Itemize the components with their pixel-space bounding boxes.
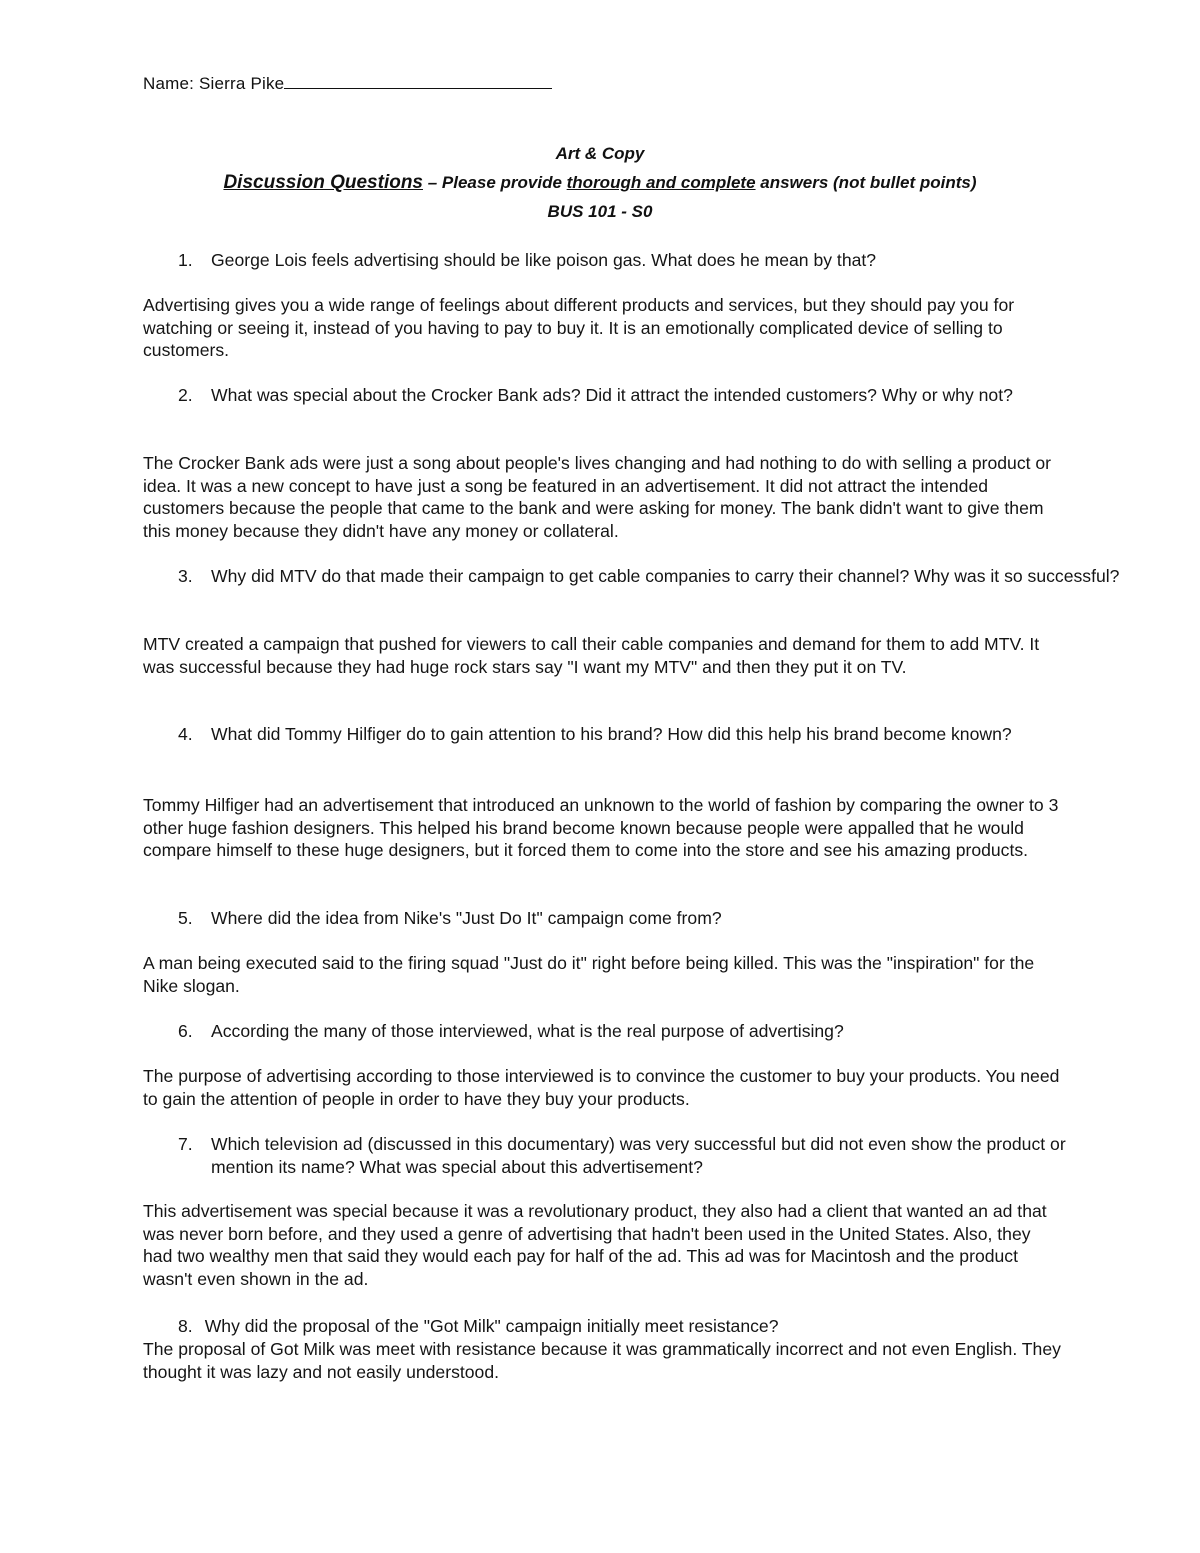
- question-text: George Lois feels advertising should be like poison gas. What does he mean by that?: [211, 250, 877, 270]
- question-text: Why did MTV do that made their campaign to get cable companies to carry their channel? Why was it so successful?: [211, 566, 1120, 586]
- question-text: Why did the proposal of the "Got Milk" campaign initially meet resistance?: [204, 1316, 779, 1336]
- question-number: 7.: [178, 1134, 193, 1154]
- question-5: [143, 907, 1131, 930]
- question-text: According the many of those interviewed, what is the real purpose of advertising?: [211, 1021, 844, 1041]
- answer-4: Tommy Hilfiger had an advertisement that introduced an unknown to the world of fashion by comparing the owner to 3 other huge fashion designers. This helped his brand become known because people were appalled that he would compare himself to these huge designers, but it forced them to come into the store and see his amazing products.: [143, 795, 1059, 861]
- question-4: [143, 723, 1131, 746]
- question-text: What did Tommy Hilfiger do to gain attention to his brand? How did this help his brand become known?: [211, 724, 1012, 744]
- question-number: 8.: [178, 1316, 193, 1336]
- subtitle-thorough-complete: thorough and complete: [566, 173, 756, 192]
- question-6: [143, 1020, 1131, 1043]
- question-text: What was special about the Crocker Bank ads? Did it attract the intended customers? Why or why not?: [211, 385, 1013, 405]
- answer-5: A man being executed said to the firing squad "Just do it" right before being killed. This was the "inspiration" for the Nike slogan.: [143, 953, 1035, 996]
- name-underline: [284, 74, 552, 89]
- course-code: BUS 101 - S0: [547, 202, 653, 221]
- question-text: Which television ad (discussed in this documentary) was very successful but did not even show the product or mention its name? What was special about this advertisement?: [211, 1134, 1066, 1177]
- document-title: Art & Copy: [555, 144, 645, 163]
- answer-3: MTV created a campaign that pushed for viewers to call their cable companies and demand for them to add MTV. It was successful because they had huge rock stars say "I want my MTV" and then they put it on TV.: [143, 634, 1040, 677]
- question-2: [143, 384, 1131, 407]
- name-label: Name: Sierra Pike: [143, 74, 285, 93]
- answer-8: The proposal of Got Milk was meet with resistance because it was grammatically incorrect and not even English. They thought it was lazy and not easily understood.: [143, 1339, 1061, 1382]
- answer-7: This advertisement was special because it was a revolutionary product, they also had a client that wanted an ad that was never born before, and they used a genre of advertising that hadn't been used in the United States. Also, they had two wealthy men that said they would each pay for half of the ad. This ad was for Macintosh and the product wasn't even shown in the ad.: [143, 1201, 1047, 1289]
- subtitle-middle: – Please provide: [423, 173, 567, 192]
- answer-1: Advertising gives you a wide range of feelings about different products and services, but they should pay you for watching or seeing it, instead of you having to pay to buy it. It is an emotionally complicated device of selling to customers.: [143, 295, 1015, 361]
- subtitle-end: answers (not bullet points): [755, 173, 977, 192]
- question-8: [143, 1315, 1063, 1338]
- question-7: [143, 1133, 1131, 1178]
- document-subtitle: [0, 172, 1200, 194]
- question-number: 2.: [178, 385, 193, 405]
- answer-2: The Crocker Bank ads were just a song about people's lives changing and had nothing to do with selling a product or idea. It was a new concept to have just a song be featured in an advertisement. It did not attract the intended customers because the people that came to the bank and were asking for money. The bank didn't want to give them this money because they didn't have any money or collateral.: [143, 453, 1052, 541]
- question-3: [143, 565, 1131, 588]
- question-text: Where did the idea from Nike's "Just Do It" campaign come from?: [211, 908, 722, 928]
- name-line: [143, 74, 552, 94]
- subtitle-discussion-questions: Discussion Questions: [223, 172, 423, 193]
- question-number: 5.: [178, 908, 193, 928]
- question-1: [143, 249, 1131, 272]
- question-number: 4.: [178, 724, 193, 744]
- question-number: 1.: [178, 250, 193, 270]
- question-number: 6.: [178, 1021, 193, 1041]
- answer-6: The purpose of advertising according to those interviewed is to convince the customer to buy your products. You need to gain the attention of people in order to have they buy your products.: [143, 1066, 1060, 1109]
- question-number: 3.: [178, 566, 193, 586]
